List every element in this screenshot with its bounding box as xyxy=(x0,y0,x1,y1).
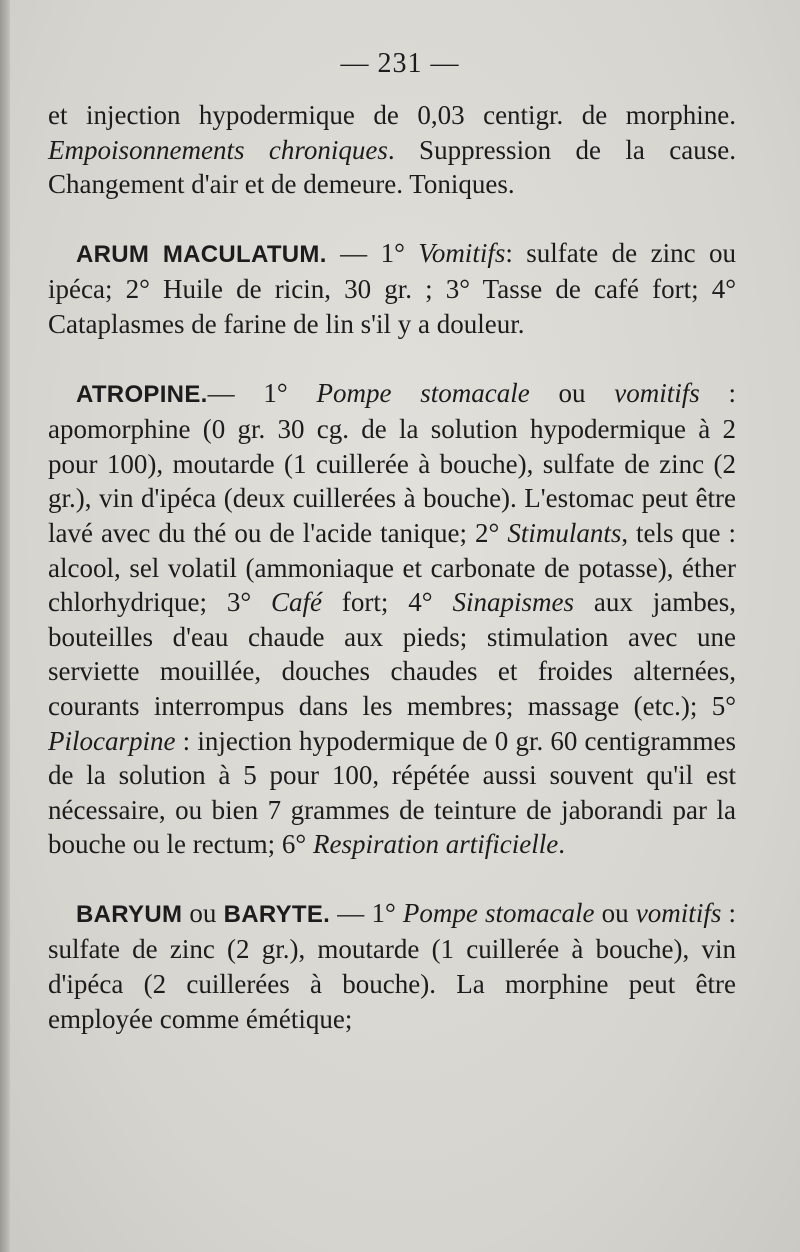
text-run: , tels que : alcool, sel volatil (ammoniaque et carbonate de potasse), éther chlorhydrique; 3° xyxy=(48,517,736,618)
italic-run: Pilocarpine xyxy=(48,725,176,756)
paragraph-baryum xyxy=(48,896,736,1036)
entry-heading-atropine: ATROPINE. xyxy=(76,380,208,408)
text-run: . Suppression de la cause. Changement d'air et de demeure. Toniques. xyxy=(48,134,737,200)
text-run: ou xyxy=(594,897,636,928)
entry-heading-baryum: BARYUM xyxy=(76,900,183,928)
page-binding-edge xyxy=(0,0,10,1252)
italic-run: Café xyxy=(271,587,323,618)
paragraph-morphine-continuation xyxy=(48,98,736,202)
italic-run: Pompe stomacale xyxy=(402,897,595,928)
text-run: — 1° xyxy=(207,377,317,408)
text-run: aux jambes, bouteilles d'eau chaude aux pieds; stimulation avec une serviette mouillée, douches chaudes et froides alternées, courants interrompus dans les membres; massage (etc.); 5° xyxy=(48,587,736,721)
entry-heading-arum-maculatum: ARUM MACULATUM. xyxy=(76,240,327,268)
italic-run: Empoisonnements chroniques xyxy=(48,134,388,165)
text-run: : sulfate de zinc ou ipéca; 2° Huile de ricin, 30 gr. ; 3° Tasse de café fort; 4° Cataplasmes de farine de lin s'il y a douleur. xyxy=(48,237,736,339)
paragraph-arum-maculatum xyxy=(48,236,736,342)
text-run: ou xyxy=(529,377,615,408)
text-run: — 1° xyxy=(330,897,403,928)
text-run: : sulfate de zinc (2 gr.), moutarde (1 cuillerée à bouche), vin d'ipéca (2 cuillerées à bouche). La morphine peut être employée comme émétique; xyxy=(48,897,736,1034)
text-run: : apomorphine (0 gr. 30 cg. de la solution hypodermique à 2 pour 100), moutarde (1 cuillerée à bouche), sulfate de zinc (2 gr.), vin d'ipéca (deux cuillerées à bouche). L'estomac peut être lavé avec du thé ou de l'acide tanique; 2° xyxy=(48,377,737,548)
italic-run: Pompe stomacale xyxy=(316,377,530,408)
text-run: fort; 4° xyxy=(322,587,453,618)
italic-run: vomitifs xyxy=(614,377,700,408)
text-run: . xyxy=(558,829,565,860)
italic-run: Respiration artificielle xyxy=(312,829,559,860)
text-run: et injection hypodermique de 0,03 centigr. de morphine. xyxy=(48,100,736,130)
text-run: ou xyxy=(182,897,224,928)
italic-run: Stimulants xyxy=(507,517,622,548)
italic-run: Sinapismes xyxy=(452,587,574,618)
page-number: — 231 — xyxy=(340,48,460,79)
text-run: — 1° xyxy=(326,237,419,268)
paragraph-atropine xyxy=(48,376,736,862)
entry-heading-baryte: BARYTE. xyxy=(223,900,331,928)
page-body xyxy=(48,98,736,1036)
italic-run: Vomitifs xyxy=(418,237,506,268)
text-run: : injection hypodermique de 0 gr. 60 centigrammes de la solution à 5 pour 100, répétée aussi souvent qu'il est nécessaire, ou bien 7 grammes de teinture de jaborandi par la bouche ou le rectum; 6° xyxy=(48,725,736,860)
italic-run: vomitifs xyxy=(635,897,722,928)
